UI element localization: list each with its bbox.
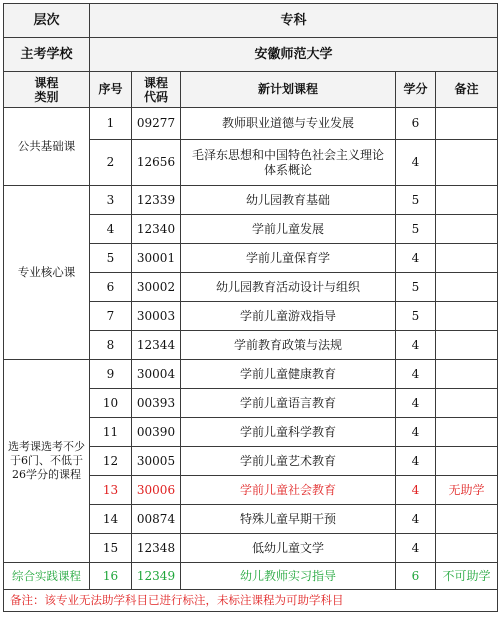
course-note — [436, 302, 498, 331]
course-name: 幼儿园教育基础 — [181, 186, 396, 215]
course-note: 不可助学 — [436, 563, 498, 590]
course-credits: 4 — [396, 534, 436, 563]
course-name: 学前儿童发展 — [181, 215, 396, 244]
course-code: 00390 — [132, 418, 181, 447]
course-credits: 5 — [396, 302, 436, 331]
course-note — [436, 534, 498, 563]
footer-row — [4, 590, 498, 612]
course-name: 学前儿童健康教育 — [181, 360, 396, 389]
row-number: 7 — [90, 302, 132, 331]
row-number: 4 — [90, 215, 132, 244]
course-note — [436, 244, 498, 273]
course-name: 幼儿教师实习指导 — [181, 563, 396, 590]
row-number: 10 — [90, 389, 132, 418]
school-label: 主考学校 — [4, 38, 90, 72]
course-credits: 5 — [396, 186, 436, 215]
row-number: 13 — [90, 476, 132, 505]
course-code: 00874 — [132, 505, 181, 534]
column-header-credits: 学分 — [396, 72, 436, 108]
course-name: 毛泽东思想和中国特色社会主义理论体系概论 — [181, 140, 396, 186]
course-credits: 4 — [396, 360, 436, 389]
course-name: 学前儿童语言教育 — [181, 389, 396, 418]
course-code: 12349 — [132, 563, 181, 590]
table-row — [4, 108, 498, 140]
course-credits: 4 — [396, 140, 436, 186]
course-note — [436, 360, 498, 389]
row-number: 15 — [90, 534, 132, 563]
course-note — [436, 108, 498, 140]
course-credits: 4 — [396, 447, 436, 476]
course-note — [436, 215, 498, 244]
course-credits: 4 — [396, 418, 436, 447]
course-credits: 4 — [396, 244, 436, 273]
category-core: 专业核心课 — [4, 186, 90, 360]
column-header-code: 课程 代码 — [132, 72, 181, 108]
row-number: 1 — [90, 108, 132, 140]
course-credits: 6 — [396, 108, 436, 140]
column-header-number: 序号 — [90, 72, 132, 108]
course-code: 30004 — [132, 360, 181, 389]
course-credits: 4 — [396, 389, 436, 418]
row-number: 6 — [90, 273, 132, 302]
course-credits: 4 — [396, 505, 436, 534]
row-number: 3 — [90, 186, 132, 215]
course-code: 30005 — [132, 447, 181, 476]
row-number: 9 — [90, 360, 132, 389]
row-number: 16 — [90, 563, 132, 590]
school-value: 安徽师范大学 — [90, 38, 498, 72]
course-code: 30001 — [132, 244, 181, 273]
category-public: 公共基础课 — [4, 108, 90, 186]
course-name: 学前教育政策与法规 — [181, 331, 396, 360]
level-label: 层次 — [4, 4, 90, 38]
row-number: 14 — [90, 505, 132, 534]
course-code: 30002 — [132, 273, 181, 302]
course-code: 30006 — [132, 476, 181, 505]
course-credits: 5 — [396, 215, 436, 244]
row-number: 11 — [90, 418, 132, 447]
course-name: 教师职业道德与专业发展 — [181, 108, 396, 140]
row-number: 2 — [90, 140, 132, 186]
course-code: 12656 — [132, 140, 181, 186]
course-note — [436, 447, 498, 476]
table-row — [4, 563, 498, 590]
course-code: 12339 — [132, 186, 181, 215]
course-name: 学前儿童游戏指导 — [181, 302, 396, 331]
course-note — [436, 273, 498, 302]
course-credits: 4 — [396, 476, 436, 505]
category-elective: 选考课选考不少于6门、不低于26学分的课程 — [4, 360, 90, 563]
course-name: 幼儿园教育活动设计与组织 — [181, 273, 396, 302]
row-number: 8 — [90, 331, 132, 360]
course-note — [436, 186, 498, 215]
course-note — [436, 389, 498, 418]
table-row — [4, 360, 498, 389]
course-name: 学前儿童保育学 — [181, 244, 396, 273]
row-number: 5 — [90, 244, 132, 273]
course-note — [436, 331, 498, 360]
course-credits: 4 — [396, 331, 436, 360]
footer-note: 备注：该专业无法助学科目已进行标注，未标注课程为可助学科目 — [4, 590, 498, 612]
course-code: 00393 — [132, 389, 181, 418]
row-number: 12 — [90, 447, 132, 476]
course-note: 无助学 — [436, 476, 498, 505]
course-name: 低幼儿童文学 — [181, 534, 396, 563]
course-name: 学前儿童科学教育 — [181, 418, 396, 447]
school-row — [4, 38, 498, 72]
category-practice: 综合实践课程 — [4, 563, 90, 590]
course-name: 学前儿童社会教育 — [181, 476, 396, 505]
course-credits: 6 — [396, 563, 436, 590]
course-note — [436, 505, 498, 534]
level-value: 专科 — [90, 4, 498, 38]
course-credits: 5 — [396, 273, 436, 302]
course-note — [436, 140, 498, 186]
column-header-row — [4, 72, 498, 108]
level-row — [4, 4, 498, 38]
course-name: 学前儿童艺术教育 — [181, 447, 396, 476]
curriculum-table — [3, 3, 498, 612]
course-code: 30003 — [132, 302, 181, 331]
table-row — [4, 186, 498, 215]
column-header-course: 新计划课程 — [181, 72, 396, 108]
column-header-category: 课程 类别 — [4, 72, 90, 108]
course-code: 12340 — [132, 215, 181, 244]
column-header-note: 备注 — [436, 72, 498, 108]
course-code: 12348 — [132, 534, 181, 563]
course-note — [436, 418, 498, 447]
course-name: 特殊儿童早期干预 — [181, 505, 396, 534]
course-code: 12344 — [132, 331, 181, 360]
course-code: 09277 — [132, 108, 181, 140]
